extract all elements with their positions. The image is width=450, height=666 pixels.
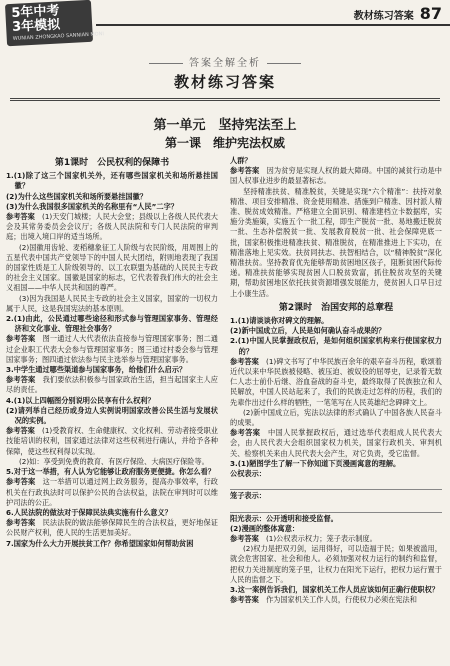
answer-label: 参考答案 bbox=[230, 428, 261, 438]
fill-item bbox=[230, 491, 442, 501]
question bbox=[230, 156, 442, 166]
answer-text bbox=[230, 534, 442, 544]
question bbox=[230, 585, 442, 595]
paragraph-text: 6.人民法院的做法对于保障民法典实施有什么意义？ bbox=[6, 507, 172, 517]
answer-text bbox=[6, 477, 218, 508]
page-number: 87 bbox=[419, 4, 442, 23]
left-column bbox=[6, 156, 218, 549]
answer-text bbox=[6, 457, 218, 467]
answer-text bbox=[230, 428, 442, 459]
answer-text bbox=[230, 408, 442, 428]
series-logo bbox=[5, 0, 105, 46]
paragraph-text: (2)请列举自己经历或身边人实例说明国家改善公民生活与发展状况的实例。 bbox=[6, 405, 218, 426]
question bbox=[6, 396, 218, 406]
question bbox=[6, 406, 218, 426]
question bbox=[230, 326, 442, 336]
question bbox=[230, 459, 442, 469]
paragraph-text: (3)因为我国是人民民主专政的社会主义国家，国家的一切权力属于人民，这是我国宪法的基本原则。 bbox=[6, 293, 218, 313]
paragraph-text: (2)如：享受到免费的教育、有医疗保险、大病医疗保险等。 bbox=[18, 456, 209, 466]
question bbox=[230, 316, 442, 326]
paragraph-text: 5.对于这一举措，有人认为它能够让政府服务更便捷。你怎么看？ bbox=[6, 467, 215, 477]
question bbox=[6, 467, 218, 477]
answer-text bbox=[6, 243, 218, 294]
paragraph-text: 4.(1)以上四幅图分别说明公民享有什么权利？ bbox=[6, 395, 155, 405]
answer-label: 参考答案 bbox=[6, 477, 36, 487]
logo-line-1: 5年中考 bbox=[11, 3, 60, 21]
running-title: 教材练习答案 bbox=[353, 11, 414, 22]
paragraph-text: 民法法院的做法能够保障民生的合法权益，更好地保证公民财产权利，使人民的生活更加美好。 bbox=[6, 518, 218, 538]
paragraph-text: (2)新中国成立后，人民是如何确认奋斗成果的？ bbox=[230, 326, 386, 336]
logo-line-2: 3年模拟 bbox=[11, 17, 61, 35]
fill-label: 笼子表示： bbox=[230, 491, 266, 501]
right-body bbox=[230, 316, 442, 469]
paragraph-text: 3.这一案例告诉我们，国家机关工作人员应该如何正确行使职权？ bbox=[230, 584, 439, 594]
section-banner bbox=[130, 54, 320, 92]
banner-rule bbox=[10, 98, 440, 101]
paragraph-text: (2)国徽用齿轮、麦稻穗象征工人阶级与农民阶级，用周围上的五星代表中国共产党领导下的中国人民大团结，附则地表现了我国的国家性质是工人阶级领导的、以工农联盟为基础的人民民主专政的社会主义国家。国徽是国家的标志，它代表着我们伟大的社会主义祖国——中华人民共和国的尊严。 bbox=[6, 242, 218, 293]
paragraph-text: 1.(1)请谈谈你对碑文的理解。 bbox=[230, 316, 329, 326]
answer-label: 参考答案 bbox=[6, 518, 36, 528]
paragraph-text: 因为贫穷是实现人权的最大障碍。中国的减贫行动是中国人权事业进步的最显著标志。 bbox=[230, 166, 442, 186]
question bbox=[6, 508, 218, 518]
question bbox=[6, 171, 218, 191]
paragraph-text: 3.中学生通过哪些渠道参与国家事务，给他们什么启示？ bbox=[6, 365, 187, 375]
banner-title: 教材练习答案 bbox=[173, 73, 276, 91]
paragraph-text: 人群？ bbox=[230, 156, 252, 165]
lesson-title: 第一课 维护宪法权威 bbox=[164, 136, 285, 150]
answer-text bbox=[230, 544, 442, 585]
answer-text bbox=[230, 357, 442, 408]
logo-subtitle: WUNIAN ZHONGKAO SANNIAN MONI bbox=[12, 31, 105, 42]
question bbox=[6, 192, 218, 202]
left-body bbox=[6, 171, 218, 549]
question bbox=[6, 202, 218, 212]
question bbox=[6, 365, 218, 375]
answer-text bbox=[6, 294, 218, 314]
paragraph-text: 3.(1)陋图学生了解一下你知道下页漫画寓意的理解。 bbox=[230, 458, 401, 468]
answer-text bbox=[6, 212, 218, 243]
right-column bbox=[230, 156, 442, 605]
fill-label: (2)漫画的整体寓意： bbox=[230, 523, 300, 533]
paragraph-text: (1)碑文书写了中华民族百余年的艰辛奋斗历程，歌颂着近代以来中华民族被侵略、被压迫、被奴役的屈辱史，记录着无数仁人志士前仆后继、浴血奋战的奋斗史，最终取得了民族独立和人民解放，中国人民站起来了，我们的民族走过怎样的历程，我们的先辈作出过什么样的牺牲，一笔笔写在人民英雄纪念碑碑文上。 bbox=[230, 356, 442, 407]
answer-label: 参考答案 bbox=[6, 375, 36, 385]
answer-text bbox=[230, 595, 442, 605]
running-header bbox=[354, 4, 442, 23]
paragraph-text: 图一通过人大代表依法直接参与管理国家事务；图二通过企业职工代表大会参与管理国家事务；图三通过村委会参与管理国家事务；图四通过依法参与民主选举参与管理国家事务。 bbox=[6, 334, 218, 364]
paragraph-text: 中国人民掌握政权后，通过选举代表组成人民代表大会，由人民代表大会组织国家权力机关，国家行政机关、审判机关、检察机关来由人民代表大会产生，对它负责，受它监督。 bbox=[230, 428, 442, 458]
paragraph-text: 坚持精准扶贫、精准脱贫，关键是实现“六个精准”：扶持对象精准、项目安排精准、资金使用精准、措施到户精准、因村派人精准、脱贫成效精准。严格建立全面识别、精准建档立卡数据库，实施分类施策，实施五个一批工程，即生产脱贫一批、易地搬迁脱贫一批、生态补偿脱贫一批、发展教育脱贫一批、社会保障兜底一批，国家积极推进精准扶贫、精准脱贫，在精准推进上下实功，在精准落地上见实效。扶贫同扶志、扶智相结合，以“精神脱贫”深化精准扶贫。坚持教育优先能够帮助贫困地区孩子，阻断贫困代际传递。精准扶贫能够实现贫困人口脱贫致富，抓住脱贫攻坚的关键期，帮助贫困地区依托扶贫资源增强发展能力，使贫困人口早日过上小康生活。 bbox=[230, 186, 442, 298]
right-subheading: 第2课时 治国安邦的总章程 bbox=[278, 302, 394, 313]
answer-text bbox=[230, 187, 442, 299]
paragraph-text: (1)天安门城楼；人民大会堂；县级以上各级人民代表大会及其常务委员会会议厅；各级人民法院和专门人民法院的审判庭；出境入境口岸的适当场所。 bbox=[6, 212, 218, 242]
answer-text bbox=[6, 375, 218, 395]
paragraph-text: (2)权力是把双刃剑，运用得好，可以造福于民；如果被滥用，就会危害国家、社会和他人。必须加强对权力运行的制约和监督，把权力关进制度的笼子里，让权力在阳光下运行，把权力运行置于人民的监督之下。 bbox=[230, 544, 442, 584]
answer-label: 参考答案 bbox=[230, 356, 259, 366]
answer-text bbox=[6, 518, 218, 538]
paragraph-text: (2)新中国成立后，宪法以法律的形式确认了中国各族人民奋斗的成果。 bbox=[230, 407, 442, 428]
paragraph-text: 7.国家为什么大力开展扶贫工作？你希望国家如何帮助贫困 bbox=[6, 538, 194, 548]
answer-text bbox=[6, 334, 218, 365]
header-rule bbox=[96, 24, 450, 26]
answer-text bbox=[6, 426, 218, 457]
fill-label: 阳光表示：公开透明和接受监督。 bbox=[230, 513, 338, 523]
paragraph-text: 2.(1)由此，公民通过哪些途径和形式参与管理国家事务、管理经济和文化事业、管理社会事务？ bbox=[6, 314, 218, 334]
blank-line[interactable] bbox=[230, 503, 442, 513]
paragraph-text: (1)公权表示权力；笼子表示制度。 bbox=[265, 533, 377, 543]
fill-item bbox=[230, 514, 442, 524]
fill-item bbox=[230, 469, 442, 479]
paragraph-text: 这一举措可以通过网上政务服务，提高办事效率，行政机关在行政执法时可以保护公民的合法权益，法院在审判时可以维护司法的公正。 bbox=[6, 477, 218, 507]
left-subheading: 第1课时 公民权利的保障书 bbox=[54, 158, 170, 168]
answer-label: 参考答案 bbox=[6, 334, 36, 344]
answer-text bbox=[230, 166, 442, 186]
paragraph-text: (1)受教育权、生命健康权、文化权利、劳动者接受职业技能培训的权利，国家通过法律对这些权利进行确认，并给予各种保障，使这些权利得以实现。 bbox=[6, 426, 218, 456]
question bbox=[230, 336, 442, 356]
question bbox=[6, 539, 218, 549]
answer-label: 参考答案 bbox=[230, 166, 260, 176]
answer-label: 参考答案 bbox=[6, 212, 35, 222]
paragraph-text: 1.(1)除了这三个国家机关外，还有哪些国家机关和场所悬挂国徽？ bbox=[6, 171, 218, 191]
paragraph-text: 2.(1)中国人民掌握政权后，是如何组织国家机构来行使国家权力的？ bbox=[230, 336, 442, 356]
answer-label: 参考答案 bbox=[230, 533, 259, 543]
fill-in-blanks bbox=[230, 469, 442, 534]
paragraph-text: (3)为什么我国很多国家机关的名称里有“人民”二字？ bbox=[6, 201, 178, 211]
paragraph-text: 作为国家机关工作人员，行使权力必须在宪法和 bbox=[265, 595, 417, 605]
paragraph-text: 我们要依法积极参与国家政治生活，担当起国家主人应尽的责任。 bbox=[6, 375, 218, 395]
right-body-bottom bbox=[230, 534, 442, 605]
question bbox=[6, 314, 218, 334]
blank-line[interactable] bbox=[230, 480, 442, 490]
banner-kicker: 答案全解全析 bbox=[130, 54, 320, 69]
paragraph-text: (2)为什么这些国家机关和场所要悬挂国徽？ bbox=[6, 191, 147, 201]
answer-label: 参考答案 bbox=[6, 426, 35, 436]
right-body-top bbox=[230, 156, 442, 299]
page-header bbox=[0, 0, 450, 50]
fill-label: 公权表示： bbox=[230, 469, 266, 479]
fill-item bbox=[230, 524, 442, 534]
answer-label: 参考答案 bbox=[230, 595, 259, 605]
unit-title: 第一单元 坚持宪法至上 bbox=[153, 118, 297, 133]
